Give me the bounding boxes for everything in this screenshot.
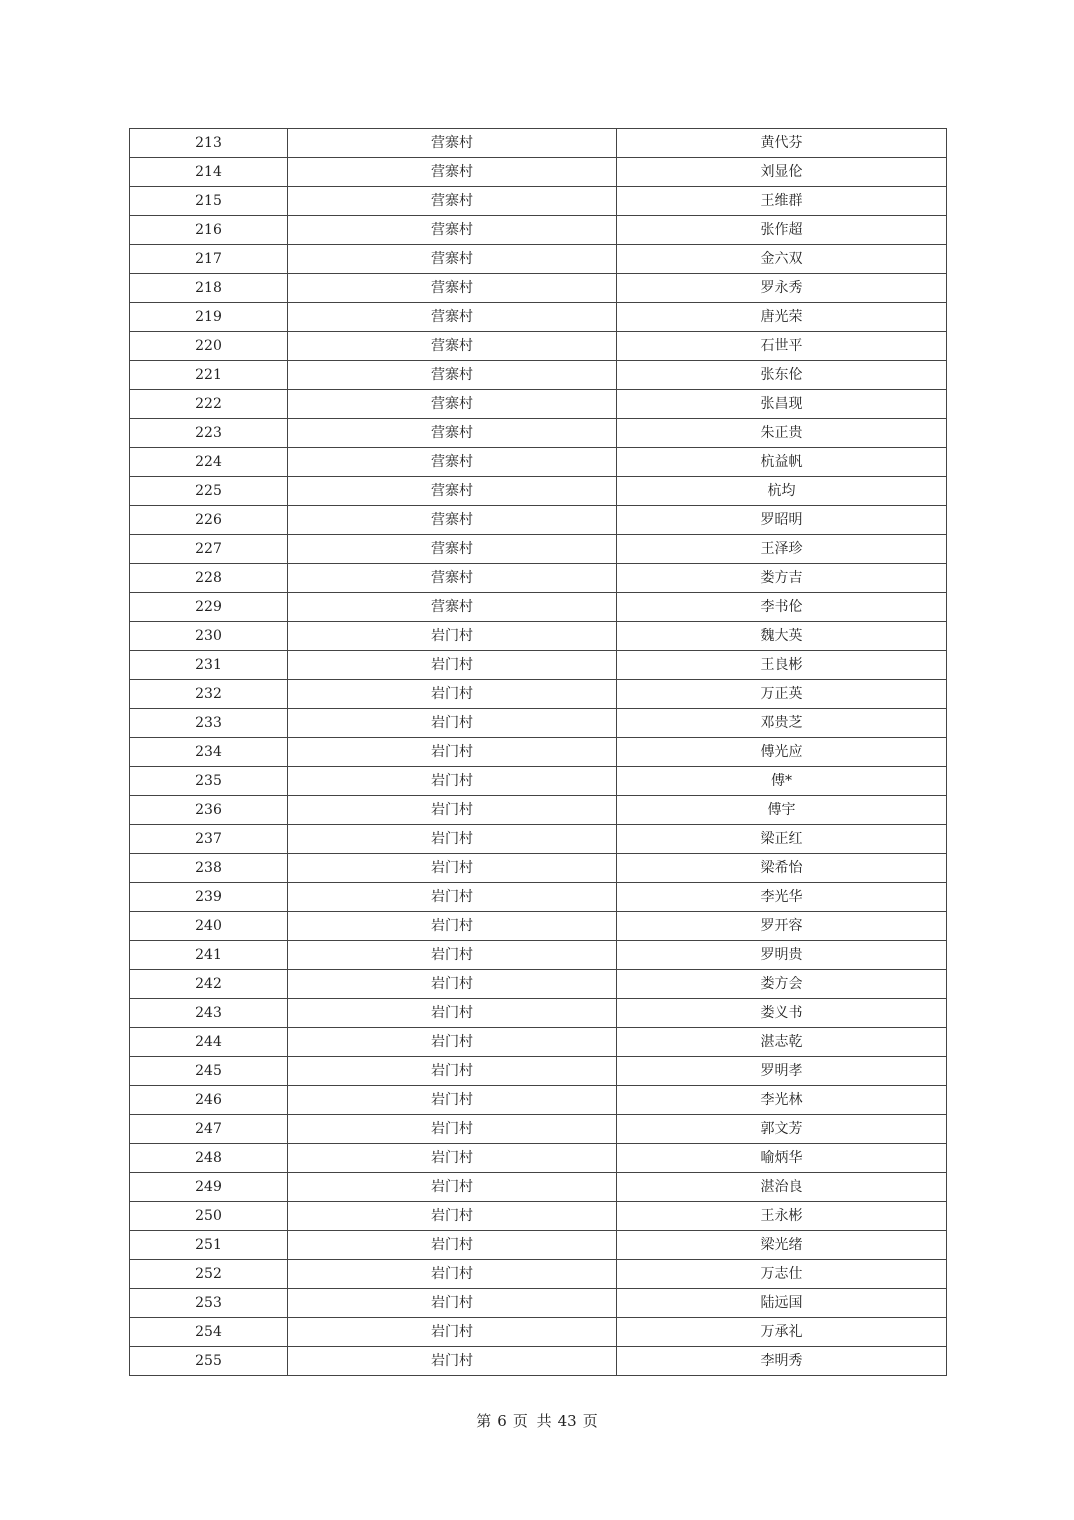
village-cell: 岩门村 — [288, 941, 617, 970]
row-number-cell: 250 — [130, 1202, 288, 1231]
table-row — [130, 1028, 947, 1057]
person-name-cell: 李书伦 — [617, 593, 947, 622]
village-cell: 岩门村 — [288, 1057, 617, 1086]
person-name-cell: 罗开容 — [617, 912, 947, 941]
person-name-cell: 金六双 — [617, 245, 947, 274]
village-cell: 岩门村 — [288, 912, 617, 941]
village-cell: 岩门村 — [288, 709, 617, 738]
row-number-cell: 226 — [130, 506, 288, 535]
person-name-cell: 杭益帆 — [617, 448, 947, 477]
footer-total-pages: 43 — [557, 1412, 577, 1430]
person-name-cell: 傅光应 — [617, 738, 947, 767]
village-cell: 营寨村 — [288, 506, 617, 535]
village-cell: 岩门村 — [288, 1231, 617, 1260]
person-name-cell: 张昌现 — [617, 390, 947, 419]
village-cell: 岩门村 — [288, 622, 617, 651]
row-number-cell: 237 — [130, 825, 288, 854]
roster-table-body — [130, 129, 947, 1376]
table-row — [130, 448, 947, 477]
row-number-cell: 218 — [130, 274, 288, 303]
table-row — [130, 651, 947, 680]
table-row — [130, 1144, 947, 1173]
person-name-cell: 娄方会 — [617, 970, 947, 999]
person-name-cell: 唐光荣 — [617, 303, 947, 332]
row-number-cell: 231 — [130, 651, 288, 680]
village-cell: 岩门村 — [288, 1144, 617, 1173]
row-number-cell: 220 — [130, 332, 288, 361]
person-name-cell: 魏大英 — [617, 622, 947, 651]
person-name-cell: 王良彬 — [617, 651, 947, 680]
table-row — [130, 187, 947, 216]
person-name-cell: 傅* — [617, 767, 947, 796]
table-row — [130, 158, 947, 187]
person-name-cell: 傅宇 — [617, 796, 947, 825]
row-number-cell: 219 — [130, 303, 288, 332]
row-number-cell: 241 — [130, 941, 288, 970]
row-number-cell: 216 — [130, 216, 288, 245]
row-number-cell: 243 — [130, 999, 288, 1028]
village-cell: 岩门村 — [288, 883, 617, 912]
person-name-cell: 李明秀 — [617, 1347, 947, 1376]
table-row — [130, 361, 947, 390]
village-cell: 营寨村 — [288, 158, 617, 187]
village-cell: 岩门村 — [288, 738, 617, 767]
row-number-cell: 239 — [130, 883, 288, 912]
village-cell: 营寨村 — [288, 187, 617, 216]
row-number-cell: 248 — [130, 1144, 288, 1173]
table-row — [130, 883, 947, 912]
roster-table — [129, 128, 947, 1376]
village-cell: 营寨村 — [288, 274, 617, 303]
row-number-cell: 229 — [130, 593, 288, 622]
village-cell: 营寨村 — [288, 564, 617, 593]
row-number-cell: 240 — [130, 912, 288, 941]
table-row — [130, 216, 947, 245]
person-name-cell: 梁希怡 — [617, 854, 947, 883]
table-row — [130, 564, 947, 593]
row-number-cell: 251 — [130, 1231, 288, 1260]
person-name-cell: 郭文芳 — [617, 1115, 947, 1144]
table-row — [130, 854, 947, 883]
table-row — [130, 535, 947, 564]
person-name-cell: 杭均 — [617, 477, 947, 506]
table-row — [130, 1289, 947, 1318]
table-row — [130, 970, 947, 999]
person-name-cell: 梁光绪 — [617, 1231, 947, 1260]
village-cell: 岩门村 — [288, 1086, 617, 1115]
row-number-cell: 217 — [130, 245, 288, 274]
table-row — [130, 506, 947, 535]
person-name-cell: 张作超 — [617, 216, 947, 245]
table-row — [130, 1260, 947, 1289]
person-name-cell: 邓贵芝 — [617, 709, 947, 738]
village-cell: 岩门村 — [288, 767, 617, 796]
row-number-cell: 222 — [130, 390, 288, 419]
table-row — [130, 767, 947, 796]
person-name-cell: 王泽珍 — [617, 535, 947, 564]
row-number-cell: 215 — [130, 187, 288, 216]
table-row — [130, 1115, 947, 1144]
table-row — [130, 912, 947, 941]
row-number-cell: 236 — [130, 796, 288, 825]
row-number-cell: 235 — [130, 767, 288, 796]
table-row — [130, 796, 947, 825]
village-cell: 岩门村 — [288, 1289, 617, 1318]
row-number-cell: 253 — [130, 1289, 288, 1318]
village-cell: 营寨村 — [288, 129, 617, 158]
village-cell: 营寨村 — [288, 332, 617, 361]
table-row — [130, 390, 947, 419]
footer-prefix: 第 — [476, 1412, 492, 1430]
table-row — [130, 1318, 947, 1347]
row-number-cell: 242 — [130, 970, 288, 999]
village-cell: 岩门村 — [288, 825, 617, 854]
village-cell: 岩门村 — [288, 651, 617, 680]
person-name-cell: 万正英 — [617, 680, 947, 709]
table-row — [130, 709, 947, 738]
person-name-cell: 朱正贵 — [617, 419, 947, 448]
person-name-cell: 万承礼 — [617, 1318, 947, 1347]
person-name-cell: 罗明孝 — [617, 1057, 947, 1086]
village-cell: 营寨村 — [288, 419, 617, 448]
village-cell: 营寨村 — [288, 216, 617, 245]
row-number-cell: 254 — [130, 1318, 288, 1347]
village-cell: 岩门村 — [288, 1347, 617, 1376]
row-number-cell: 244 — [130, 1028, 288, 1057]
person-name-cell: 刘显伦 — [617, 158, 947, 187]
village-cell: 营寨村 — [288, 535, 617, 564]
person-name-cell: 王维群 — [617, 187, 947, 216]
village-cell: 岩门村 — [288, 796, 617, 825]
table-row — [130, 1173, 947, 1202]
person-name-cell: 湛治良 — [617, 1173, 947, 1202]
row-number-cell: 223 — [130, 419, 288, 448]
village-cell: 岩门村 — [288, 1173, 617, 1202]
table-row — [130, 1057, 947, 1086]
person-name-cell: 喻炳华 — [617, 1144, 947, 1173]
person-name-cell: 万志仕 — [617, 1260, 947, 1289]
village-cell: 营寨村 — [288, 593, 617, 622]
table-row — [130, 477, 947, 506]
person-name-cell: 张东伦 — [617, 361, 947, 390]
row-number-cell: 247 — [130, 1115, 288, 1144]
village-cell: 营寨村 — [288, 303, 617, 332]
table-row — [130, 999, 947, 1028]
table-row — [130, 1347, 947, 1376]
person-name-cell: 黄代芬 — [617, 129, 947, 158]
row-number-cell: 252 — [130, 1260, 288, 1289]
person-name-cell: 李光华 — [617, 883, 947, 912]
person-name-cell: 李光林 — [617, 1086, 947, 1115]
village-cell: 营寨村 — [288, 245, 617, 274]
row-number-cell: 245 — [130, 1057, 288, 1086]
page-footer — [0, 1410, 1074, 1431]
row-number-cell: 249 — [130, 1173, 288, 1202]
table-row — [130, 593, 947, 622]
table-row — [130, 825, 947, 854]
village-cell: 岩门村 — [288, 999, 617, 1028]
village-cell: 营寨村 — [288, 390, 617, 419]
village-cell: 岩门村 — [288, 1028, 617, 1057]
row-number-cell: 227 — [130, 535, 288, 564]
table-row — [130, 274, 947, 303]
person-name-cell: 石世平 — [617, 332, 947, 361]
village-cell: 营寨村 — [288, 477, 617, 506]
row-number-cell: 234 — [130, 738, 288, 767]
person-name-cell: 湛志乾 — [617, 1028, 947, 1057]
village-cell: 营寨村 — [288, 448, 617, 477]
person-name-cell: 娄方吉 — [617, 564, 947, 593]
village-cell: 岩门村 — [288, 1202, 617, 1231]
village-cell: 岩门村 — [288, 680, 617, 709]
row-number-cell: 213 — [130, 129, 288, 158]
village-cell: 岩门村 — [288, 970, 617, 999]
row-number-cell: 230 — [130, 622, 288, 651]
table-row — [130, 738, 947, 767]
row-number-cell: 255 — [130, 1347, 288, 1376]
table-row — [130, 941, 947, 970]
table-row — [130, 332, 947, 361]
footer-mid: 页 共 — [512, 1412, 552, 1430]
table-row — [130, 303, 947, 332]
row-number-cell: 214 — [130, 158, 288, 187]
row-number-cell: 221 — [130, 361, 288, 390]
person-name-cell: 陆远国 — [617, 1289, 947, 1318]
row-number-cell: 232 — [130, 680, 288, 709]
row-number-cell: 233 — [130, 709, 288, 738]
person-name-cell: 王永彬 — [617, 1202, 947, 1231]
person-name-cell: 罗明贵 — [617, 941, 947, 970]
footer-suffix: 页 — [582, 1412, 598, 1430]
village-cell: 岩门村 — [288, 1260, 617, 1289]
table-row — [130, 1202, 947, 1231]
row-number-cell: 246 — [130, 1086, 288, 1115]
person-name-cell: 梁正红 — [617, 825, 947, 854]
village-cell: 岩门村 — [288, 1318, 617, 1347]
row-number-cell: 238 — [130, 854, 288, 883]
table-row — [130, 622, 947, 651]
table-row — [130, 1231, 947, 1260]
row-number-cell: 228 — [130, 564, 288, 593]
table-row — [130, 129, 947, 158]
person-name-cell: 罗永秀 — [617, 274, 947, 303]
table-row — [130, 419, 947, 448]
village-cell: 营寨村 — [288, 361, 617, 390]
row-number-cell: 225 — [130, 477, 288, 506]
person-name-cell: 罗昭明 — [617, 506, 947, 535]
table-row — [130, 245, 947, 274]
table-row — [130, 1086, 947, 1115]
table-row — [130, 680, 947, 709]
village-cell: 岩门村 — [288, 854, 617, 883]
village-cell: 岩门村 — [288, 1115, 617, 1144]
person-name-cell: 娄义书 — [617, 999, 947, 1028]
row-number-cell: 224 — [130, 448, 288, 477]
footer-page-number: 6 — [497, 1412, 507, 1430]
